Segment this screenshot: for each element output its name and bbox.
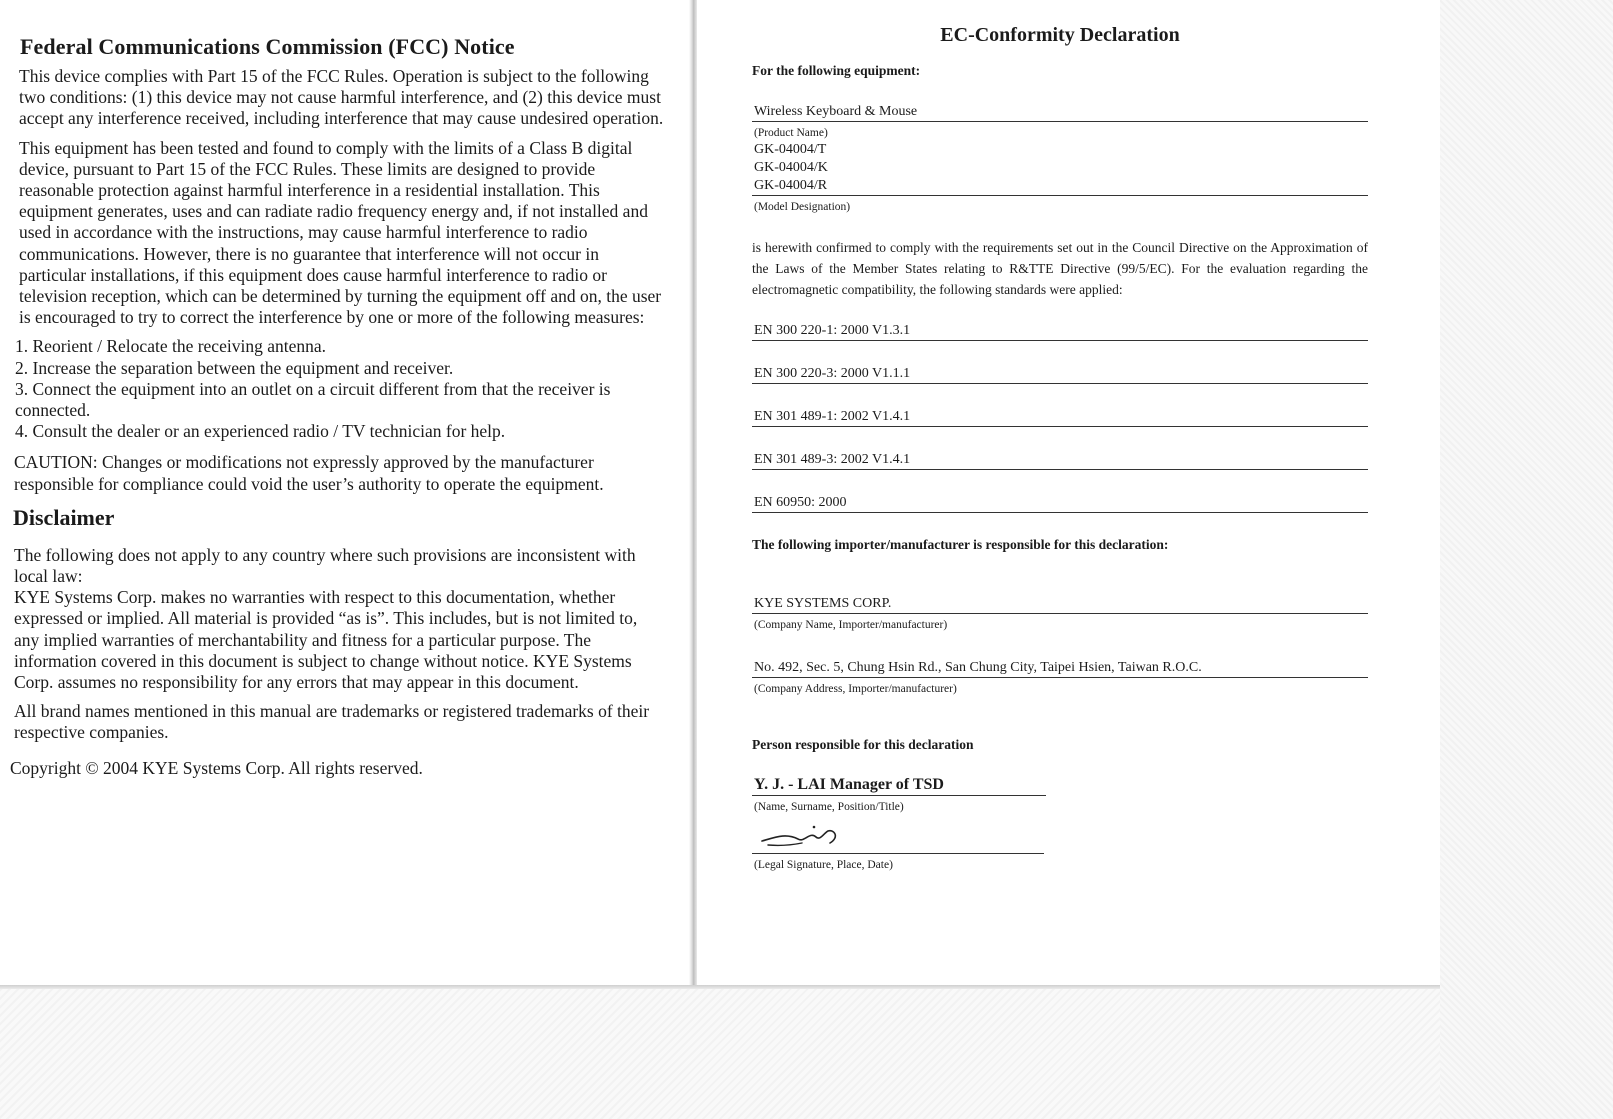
list-item: 4. Consult the dealer or an experienced radio / TV technician for help.	[15, 421, 506, 442]
company-caption: (Company Name, Importer/manufacturer)	[754, 619, 948, 631]
list-item: 2. Increase the separation between the equipment and receiver.	[15, 357, 454, 378]
product-name: Wireless Keyboard & Mouse	[752, 103, 1368, 122]
person-label: Person responsible for this declaration	[752, 737, 974, 752]
disclaimer-paragraph-2: KYE Systems Corp. makes no warranties with respect to this documentation, whether expressed or implied. All material is provided “as is”. This includes, but is not limited to, any implied warranties of merchantability and fitness for a particular purpose. The information covered in this document is subject to change without notice. KYE Systems Corp. assumes no responsibility for any errors that may appear in this document.	[14, 587, 638, 693]
standard-item: EN 301 489-3: 2002 V1.4.1	[752, 451, 1368, 470]
model-item: GK-04004/K	[754, 160, 828, 175]
person-caption: (Name, Surname, Position/Title)	[754, 801, 904, 813]
fcc-paragraph-2: This equipment has been tested and found to comply with the limits of a Class B digital device, pursuant to Part 15 of the FCC Rules. These limits are designed to provide reasonable protection against harmful interference in a residential installation. This equipment generates, uses and can radiate radio frequency energy and, if not installed and used in accordance with the instructions, may cause harmful interference to radio communications. However, there is no guarantee that interference will not occur in particular installations, if this equipment does cause harmful interference to radio or television reception, which can be determined by turning the equipment off and on, the user is encouraged to try to correct the interference by one or more of the following measures:	[19, 137, 662, 328]
confirmation-text: is herewith confirmed to comply with the requirements set out in the Council Directive on the Approximation of the Laws of the Member States relating to R&TTE Directive (99/5/EC). For the evaluation regarding the electromagnetic compatibility, the following standards were applied:	[752, 240, 1368, 297]
signature-field	[752, 815, 1044, 854]
list-item: 1. Reorient / Relocate the receiving antenna.	[15, 336, 326, 357]
fcc-paragraph-1: This device complies with Part 15 of the FCC Rules. Operation is subject to the following two conditions: (1) this device may not cause harmful interference, and (2) this device must accept any interference received, including interference that may cause undesired operation.	[19, 66, 664, 129]
scan-margin	[1440, 0, 1613, 1119]
company-address: No. 492, Sec. 5, Chung Hsin Rd., San Chung City, Taipei Hsien, Taiwan R.O.C.	[752, 659, 1368, 678]
standard-item: EN 300 220-1: 2000 V1.3.1	[752, 322, 1368, 341]
standard-item: EN 300 220-3: 2000 V1.1.1	[752, 365, 1368, 384]
signature-caption: (Legal Signature, Place, Date)	[754, 859, 893, 871]
fcc-caution: CAUTION: Changes or modifications not expressly approved by the manufacturer responsible for compliance could void the user’s authority to operate the equipment.	[14, 452, 604, 494]
address-caption: (Company Address, Importer/manufacturer)	[754, 683, 957, 695]
standard-item: EN 60950: 2000	[752, 494, 1368, 513]
fcc-section	[10, 34, 665, 787]
product-caption: (Product Name)	[754, 127, 828, 139]
company-name: KYE SYSTEMS CORP.	[752, 595, 1368, 614]
disclaimer-title: Disclaimer	[13, 504, 115, 530]
signature-icon	[758, 819, 848, 851]
model-item: GK-04004/R	[752, 177, 1368, 196]
page-spine	[689, 0, 697, 985]
importer-label: The following importer/manufacturer is responsible for this declaration:	[752, 537, 1169, 552]
measures-list	[10, 336, 665, 442]
disclaimer-paragraph-3: All brand names mentioned in this manual are trademarks or registered trademarks of their respective companies.	[14, 701, 650, 743]
standard-item: EN 301 489-1: 2002 V1.4.1	[752, 408, 1368, 427]
model-item: GK-04004/T	[754, 142, 827, 157]
disclaimer-paragraph-1: The following does not apply to any country where such provisions are inconsistent with local law:	[14, 544, 636, 587]
scan-background	[0, 989, 1440, 1119]
copyright-text: Copyright © 2004 KYE Systems Corp. All rights reserved.	[10, 757, 423, 778]
model-caption: (Model Designation)	[754, 201, 851, 213]
equipment-label: For the following equipment:	[752, 63, 921, 78]
fcc-title: Federal Communications Commission (FCC) Notice	[20, 34, 515, 59]
list-item: 3. Connect the equipment into an outlet on a circuit different from that the receiver is connected.	[15, 378, 611, 421]
ec-title: EC-Conformity Declaration	[940, 24, 1180, 46]
person-name: Y. J. - LAI Manager of TSD	[752, 775, 1046, 796]
ec-declaration	[752, 24, 1368, 873]
